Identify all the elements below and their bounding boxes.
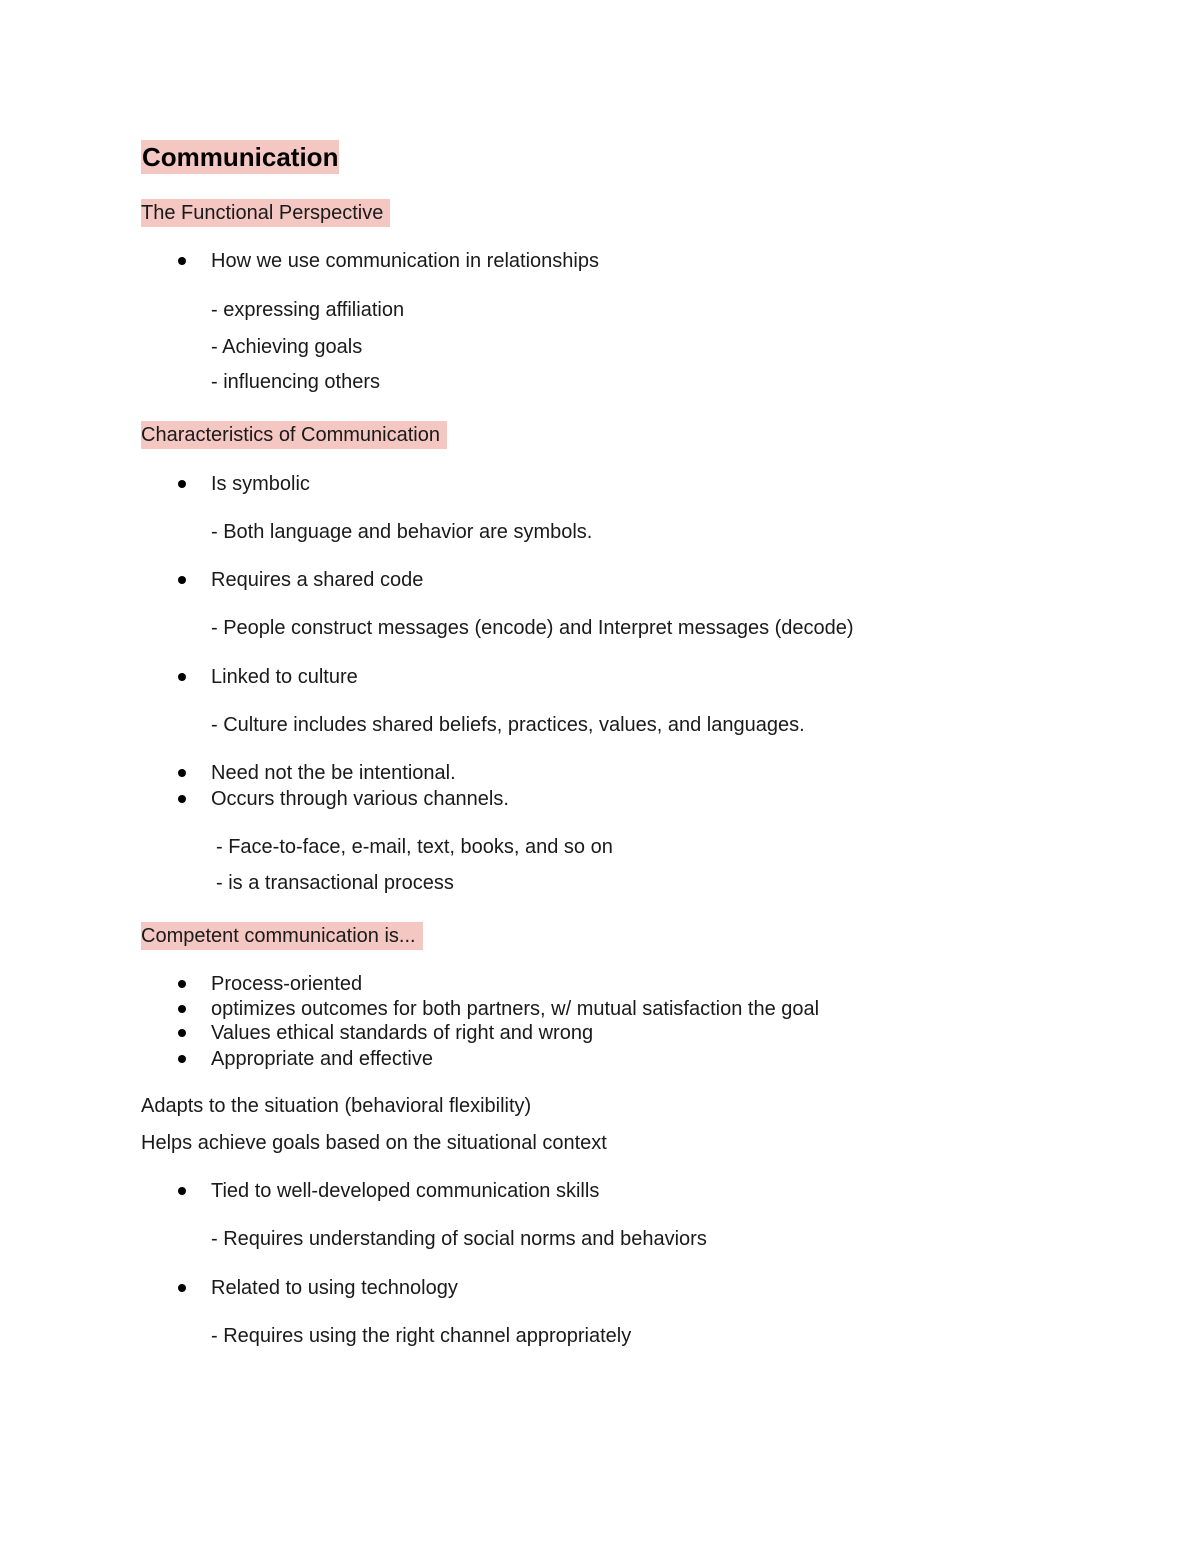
list-item-text: optimizes outcomes for both partners, w/ mutual satisfaction the goal	[211, 998, 820, 1020]
bullet-icon	[178, 1005, 186, 1013]
sub-item: - Achieving goals	[211, 336, 363, 358]
bullet-icon	[178, 257, 186, 265]
bullet-icon	[178, 1029, 186, 1037]
list-item-text: Process-oriented	[211, 973, 363, 995]
list-item	[211, 996, 819, 1022]
list-item	[211, 1275, 458, 1301]
list-item	[211, 1178, 599, 1204]
list-item-text: Occurs through various channels.	[211, 788, 509, 810]
sub-item: - Face-to-face, e-mail, text, books, and so on	[216, 836, 613, 858]
bullet-icon	[178, 795, 186, 803]
list-item	[211, 471, 310, 497]
sub-item: - Requires understanding of social norms and behaviors	[211, 1228, 707, 1250]
list-item	[211, 786, 509, 812]
list-item	[211, 971, 362, 997]
sub-item: - Culture includes shared beliefs, practices, values, and languages.	[211, 714, 805, 736]
bullet-icon	[178, 673, 186, 681]
list-item	[211, 248, 599, 274]
bullet-icon	[178, 980, 186, 988]
list-item	[211, 664, 358, 690]
list-item-text: Tied to well-developed communication skills	[211, 1180, 600, 1202]
page-title: Communication	[142, 142, 339, 172]
heading-characteristics: Characteristics of Communication	[141, 421, 447, 449]
list-item-text: Related to using technology	[211, 1277, 458, 1299]
list-item-text: Appropriate and effective	[211, 1048, 434, 1070]
bullet-icon	[178, 480, 186, 488]
sub-item: - expressing affiliation	[211, 299, 405, 321]
heading-competent-communication: Competent communication is...	[141, 922, 423, 950]
list-item-text: Values ethical standards of right and wrong	[211, 1022, 594, 1044]
bullet-icon	[178, 576, 186, 584]
sub-item: - influencing others	[211, 371, 380, 393]
list-item-text: How we use communication in relationships	[211, 250, 599, 272]
list-item-text: Need not the be intentional.	[211, 762, 456, 784]
list-item-text: Linked to culture	[211, 666, 358, 688]
list-item	[211, 760, 456, 786]
sub-item: - Requires using the right channel appropriately	[211, 1325, 632, 1347]
sub-item: - People construct messages (encode) and Interpret messages (decode)	[211, 617, 854, 639]
paragraph: Adapts to the situation (behavioral flexibility)	[141, 1095, 532, 1117]
paragraph: Helps achieve goals based on the situational context	[141, 1132, 607, 1154]
list-item	[211, 1020, 593, 1046]
list-item-text: Requires a shared code	[211, 569, 424, 591]
bullet-icon	[178, 1055, 186, 1063]
list-item	[211, 1046, 433, 1072]
list-item	[211, 567, 423, 593]
list-item-text: Is symbolic	[211, 473, 310, 495]
heading-functional-perspective: The Functional Perspective	[141, 199, 390, 227]
sub-item: - is a transactional process	[216, 872, 454, 894]
bullet-icon	[178, 1284, 186, 1292]
bullet-icon	[178, 769, 186, 777]
sub-item: - Both language and behavior are symbols.	[211, 521, 593, 543]
bullet-icon	[178, 1187, 186, 1195]
